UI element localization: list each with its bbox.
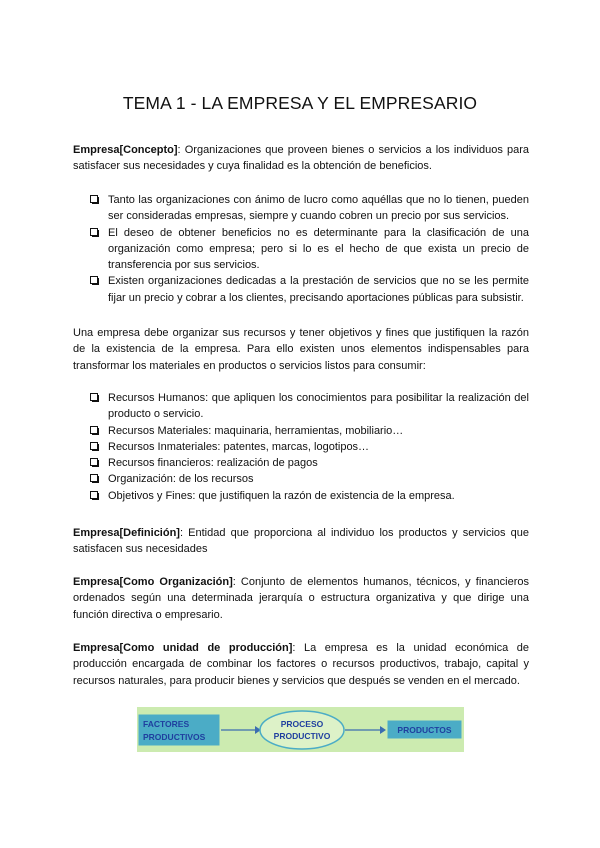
organizacion-term: Empresa[Como Organización] (73, 576, 233, 588)
definicion-text: : Entidad que proporciona al individuo los productos y servicios que satisfacen sus necesidades (73, 527, 529, 556)
concepto-term: Empresa[Concepto] (73, 144, 178, 156)
list-item: Existen organizaciones dedicadas a la prestación de servicios que no se les permite fijar un precio y cobrar a los clientes, precisando aportaciones públicas para subsistir. (90, 273, 529, 306)
checkbox-bullet-icon (90, 474, 99, 483)
list-item: Tanto las organizaciones con ánimo de lucro como aquéllas que no lo tienen, pueden ser consideradas empresas, siempre y cuando cobren un precio por sus servicios. (90, 192, 529, 225)
checkbox-bullet-icon (90, 393, 99, 402)
checkbox-bullet-icon (90, 458, 99, 467)
list-item: Recursos Humanos: que apliquen los conocimientos para posibilitar la realización del producto o servicio. (90, 390, 529, 423)
elementos-list (90, 390, 529, 504)
checkbox-bullet-icon (90, 276, 99, 285)
list-item: El deseo de obtener beneficios no es determinante para la clasificación de una organización como empresa; pero si lo es el hecho de que exista un precio de transferencia por sus servicios. (90, 225, 529, 274)
proceso-label-line2: PRODUCTIVO (273, 731, 331, 741)
arrow-2-head (380, 726, 386, 734)
list-item: Organización: de los recursos (90, 471, 529, 487)
produccion-paragraph (73, 640, 529, 689)
checkbox-bullet-icon (90, 195, 99, 204)
proceso-ellipse (260, 711, 344, 749)
list-item: Recursos Inmateriales: patentes, marcas, logotipos… (90, 439, 529, 455)
concepto-list (90, 192, 529, 306)
produccion-text: : La empresa es la unidad económica de producción encargada de combinar los factores o recursos productivos, trabajo, capital y recursos naturales, para producir bienes y servicios que después se venden en el mercado. (73, 642, 530, 687)
produccion-term: Empresa[Como unidad de producción] (73, 642, 293, 654)
checkbox-bullet-icon (90, 426, 99, 435)
productos-label: PRODUCTOS (397, 725, 452, 735)
definicion-paragraph (73, 525, 529, 558)
page-title: TEMA 1 - LA EMPRESA Y EL EMPRESARIO (122, 93, 478, 113)
production-diagram-svg (137, 707, 464, 752)
list-item: Objetivos y Fines: que justifiquen la razón de existencia de la empresa. (90, 488, 529, 504)
list-item: Recursos financieros: realización de pagos (90, 455, 529, 471)
organizacion-paragraph (73, 574, 529, 623)
definicion-term: Empresa[Definición] (73, 527, 180, 539)
checkbox-bullet-icon (90, 228, 99, 237)
factores-label-line2: PRODUCTIVOS (143, 732, 206, 742)
checkbox-bullet-icon (90, 491, 99, 500)
concepto-text: : Organizaciones que proveen bienes o servicios a los individuos para satisfacer sus necesidades y cuya finalidad es la obtención de beneficios. (73, 144, 529, 173)
factores-label-line1: FACTORES (143, 719, 190, 729)
checkbox-bullet-icon (90, 442, 99, 451)
organizacion-text: : Conjunto de elementos humanos, técnicos, y financieros ordenados según una determinada jerarquía o estructura organizativa y que dirige una función directiva o empresario. (73, 576, 529, 621)
proceso-label-line1: PROCESO (280, 719, 324, 729)
production-diagram (137, 707, 464, 752)
list-item: Recursos Materiales: maquinaria, herramientas, mobiliario… (90, 423, 529, 439)
organizar-paragraph: Una empresa debe organizar sus recursos y tener objetivos y fines que justifiquen la razón de la existencia de la empresa. Para ello existen unos elementos indispensables para transformar los materiales en productos o servicios listos para consumir: (73, 327, 529, 372)
concepto-paragraph (73, 142, 529, 175)
